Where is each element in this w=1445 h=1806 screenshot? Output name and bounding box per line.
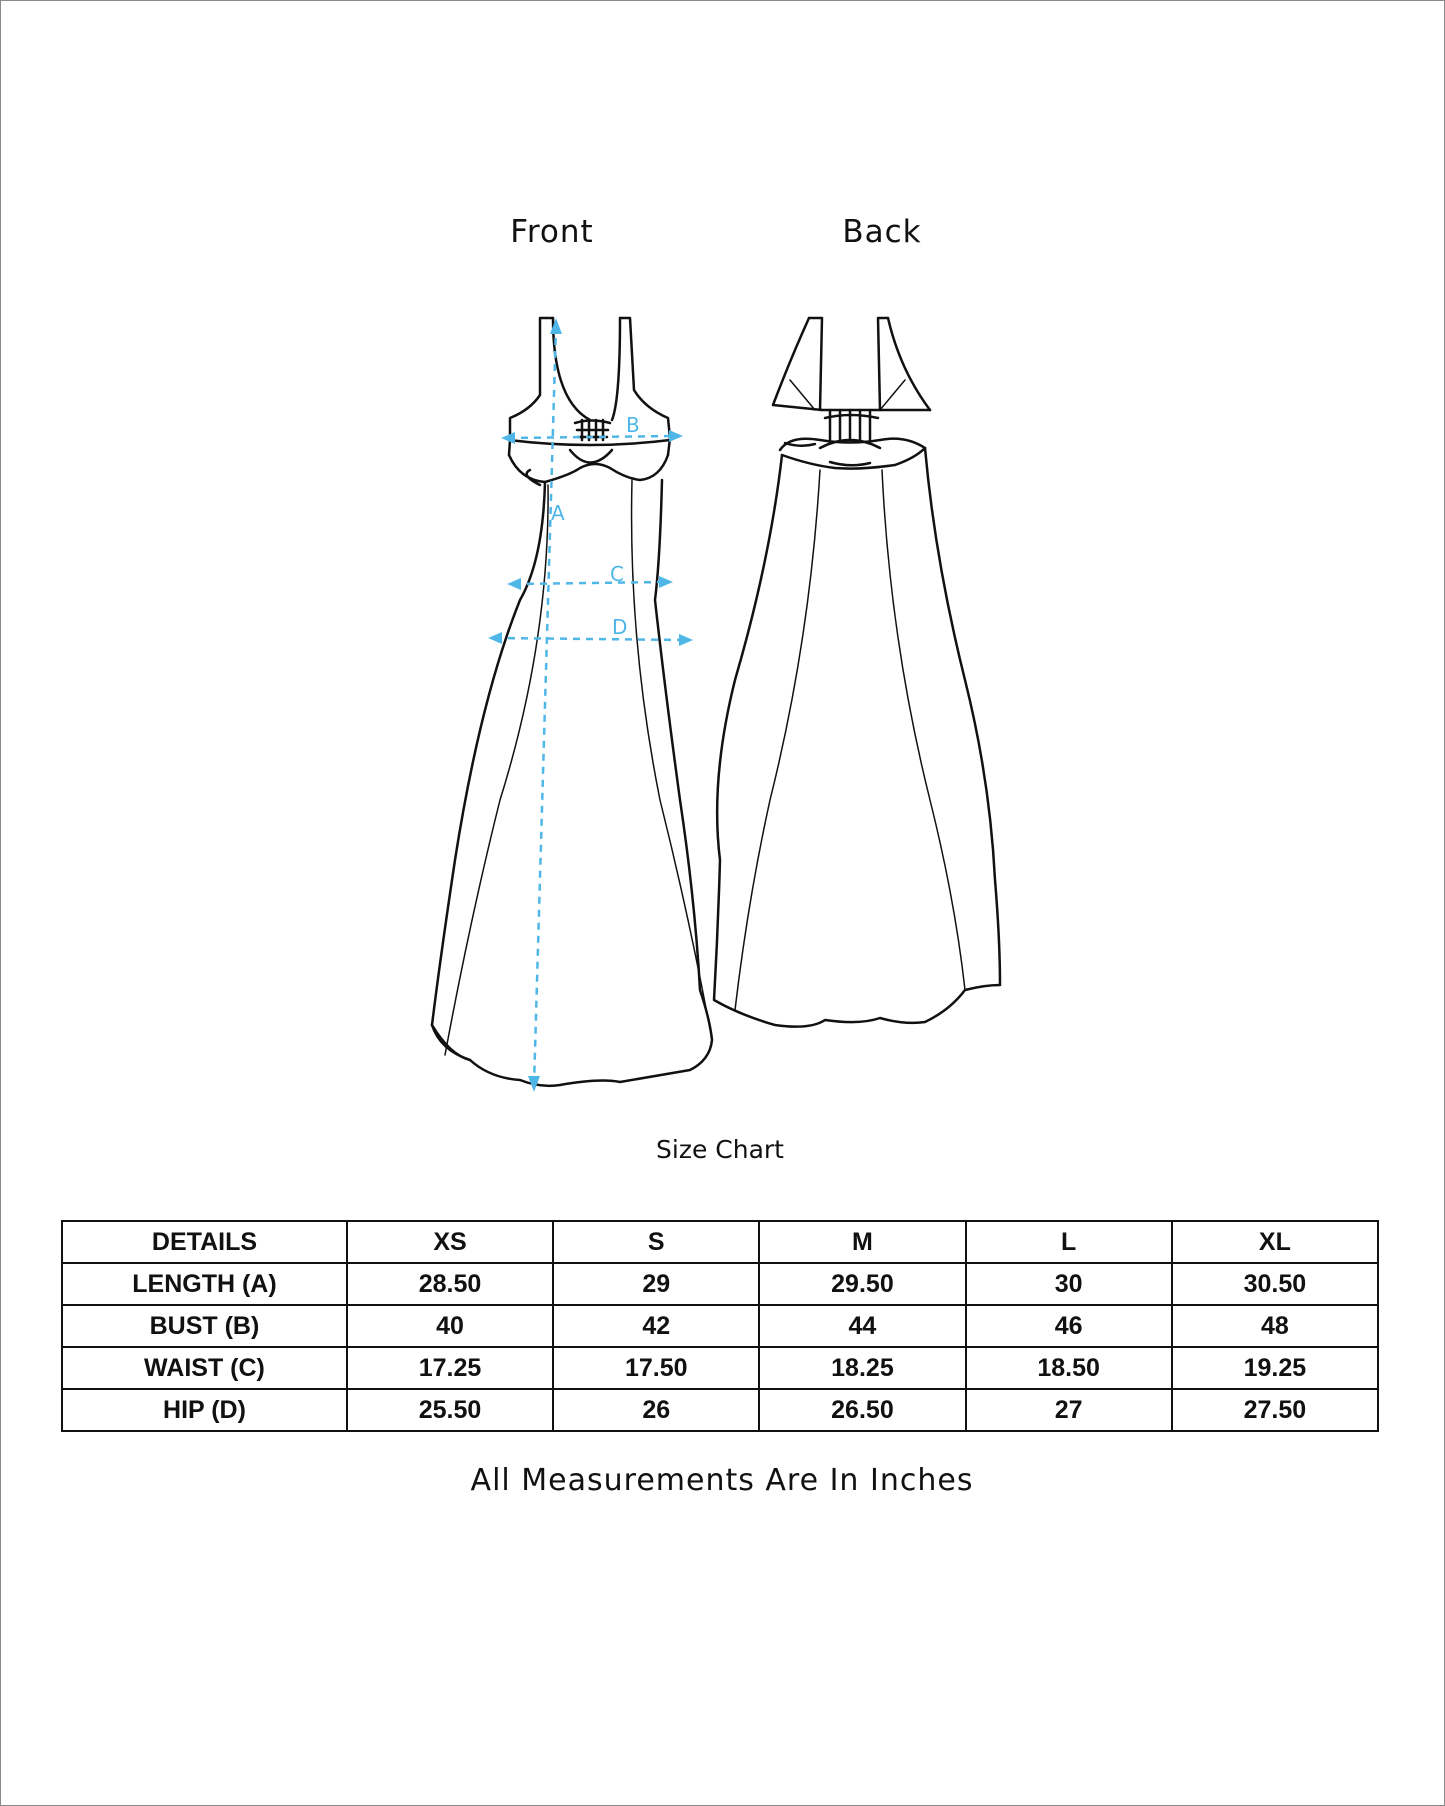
row-label-cell: BUST (B) [62, 1305, 347, 1347]
size-value-cell: 29.50 [759, 1263, 965, 1305]
size-value-cell: 25.50 [347, 1389, 553, 1431]
measurement-markers [551, 413, 640, 639]
size-value-cell: 18.25 [759, 1347, 965, 1389]
size-value-cell: 29 [553, 1263, 759, 1305]
size-value-cell: 26 [553, 1389, 759, 1431]
size-value-cell: 27.50 [1172, 1389, 1378, 1431]
size-value-cell: 30.50 [1172, 1263, 1378, 1305]
marker-d: D [612, 615, 628, 639]
row-label-cell: HIP (D) [62, 1389, 347, 1431]
back-dress-sketch [714, 318, 1000, 1027]
size-value-cell: 30 [966, 1263, 1172, 1305]
table-row [62, 1263, 1378, 1305]
back-view-label: Back [842, 214, 922, 250]
size-value-cell: 42 [553, 1305, 759, 1347]
row-label-cell: LENGTH (A) [62, 1263, 347, 1305]
size-value-cell: 48 [1172, 1305, 1378, 1347]
waist-guide-line [514, 582, 666, 584]
table-row [62, 1389, 1378, 1431]
size-value-cell: 26.50 [759, 1389, 965, 1431]
row-label-cell: WAIST (C) [62, 1347, 347, 1389]
size-value-cell: 40 [347, 1305, 553, 1347]
marker-c: C [610, 562, 624, 586]
size-value-cell: 28.50 [347, 1263, 553, 1305]
size-value-cell: XS [347, 1221, 553, 1263]
hip-guide-line [495, 638, 686, 640]
measurement-arrowheads [488, 318, 693, 1092]
size-value-cell: XL [1172, 1221, 1378, 1263]
length-guide-line [534, 325, 556, 1085]
table-header-row [62, 1221, 1378, 1263]
row-label-cell: DETAILS [62, 1221, 347, 1263]
front-view-label: Front [510, 214, 594, 250]
measurement-guides [495, 325, 686, 1085]
size-value-cell: 27 [966, 1389, 1172, 1431]
table-row [62, 1347, 1378, 1389]
size-chart-title: Size Chart [656, 1135, 784, 1164]
size-value-cell: L [966, 1221, 1172, 1263]
size-value-cell: 18.50 [966, 1347, 1172, 1389]
table-row [62, 1305, 1378, 1347]
bust-guide-line [508, 436, 676, 438]
size-value-cell: 46 [966, 1305, 1172, 1347]
size-value-cell: S [553, 1221, 759, 1263]
measurement-unit-note: All Measurements Are In Inches [470, 1463, 974, 1498]
marker-a: A [551, 501, 565, 525]
marker-b: B [626, 413, 640, 437]
size-value-cell: M [759, 1221, 965, 1263]
size-value-cell: 44 [759, 1305, 965, 1347]
size-value-cell: 17.50 [553, 1347, 759, 1389]
size-value-cell: 19.25 [1172, 1347, 1378, 1389]
size-chart-table [61, 1220, 1379, 1432]
size-value-cell: 17.25 [347, 1347, 553, 1389]
